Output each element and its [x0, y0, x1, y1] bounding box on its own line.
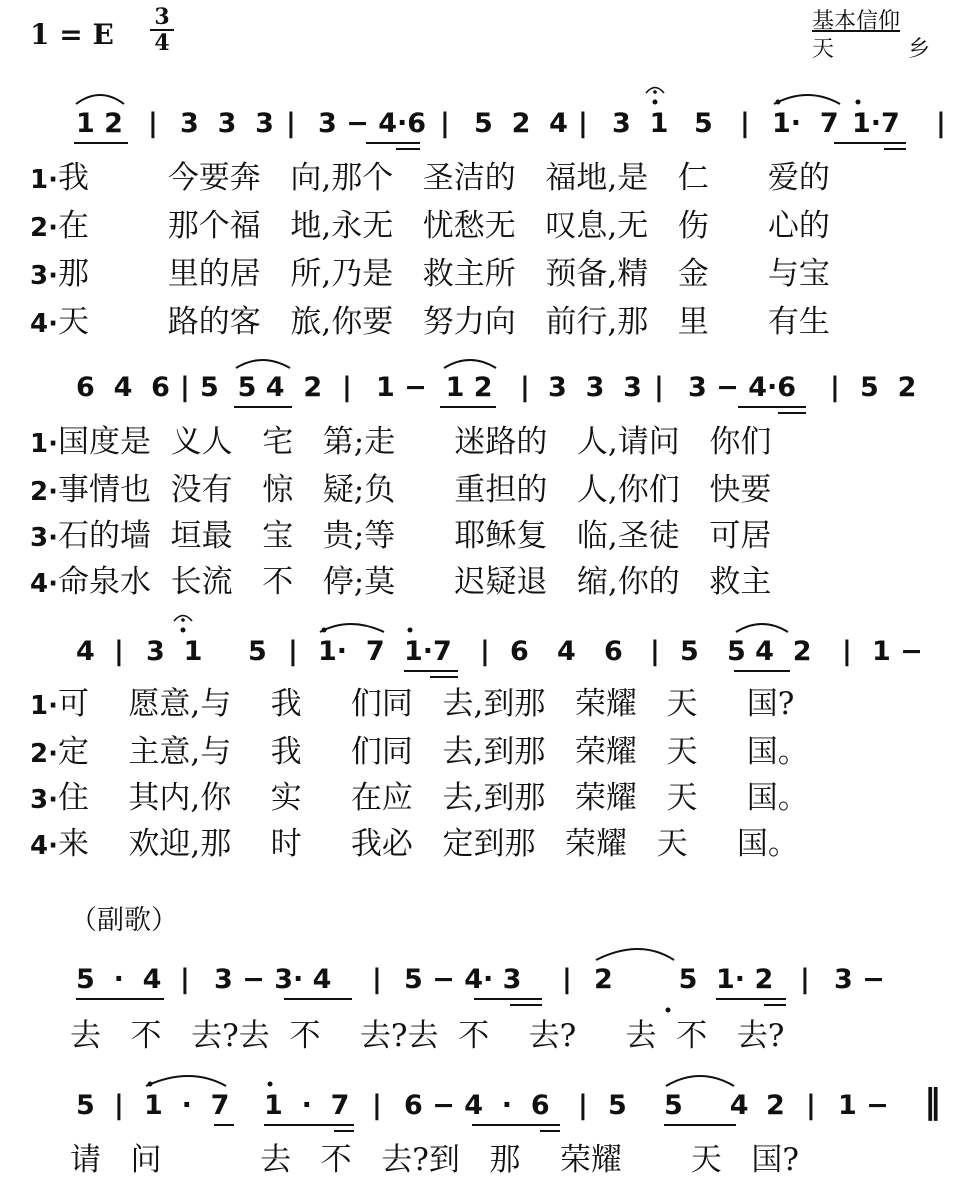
barline: | [562, 964, 572, 995]
octave-dot [322, 628, 327, 633]
note-group: 3 3 3 [548, 372, 642, 403]
verse-number: 4· [30, 309, 58, 339]
octave-dot [856, 100, 861, 105]
lyric-text: 可 愿意,与 我 们同 去,到那 荣耀 天 国? [57, 686, 795, 722]
slur [596, 949, 674, 960]
note: 2 [766, 1090, 785, 1121]
barline: | [342, 372, 352, 403]
lyric-line [30, 826, 799, 864]
lyric-text: 定 主意,与 我 们同 去,到那 荣耀 天 国。 [57, 734, 809, 770]
note-group: 1· 2 [716, 964, 774, 995]
barline: | [372, 1090, 382, 1121]
chorus-lyric-line-2: 请 问 去 不 去?到 那 荣耀 天 国? [70, 1142, 799, 1178]
note-group: 3 − 4·6 [688, 372, 797, 403]
note-group: 3 − [834, 964, 885, 995]
lyric-line [30, 208, 830, 246]
slur [320, 624, 384, 632]
note-group: 1· 7 [318, 636, 385, 667]
fermata [646, 88, 664, 94]
verse-number: 4· [30, 831, 58, 861]
slur [774, 95, 840, 104]
octave-dot [148, 1082, 153, 1087]
topic-label: 基本信仰 [812, 9, 901, 34]
lyric-text: 事情也 没有 惊 疑;负 重担的 人,你们 快要 [57, 472, 772, 508]
note-group: 1·7 [852, 108, 900, 139]
lyric-line [30, 686, 794, 724]
chorus-lyric-line-1: 去 不 去?去 不 去?去 不 去? 去 不 去? [70, 1018, 785, 1054]
verse-number: 3· [30, 785, 58, 815]
note: 5 [694, 108, 713, 139]
barline: | [440, 108, 450, 139]
note-group: 1 − [838, 1090, 889, 1121]
note-group: 5 · 4 [76, 964, 162, 995]
barline: | [578, 108, 588, 139]
verse-number: 1· [30, 429, 58, 459]
lyric-line [30, 734, 809, 772]
barline: | [114, 1090, 124, 1121]
lyric-line [30, 472, 771, 510]
barline: | [148, 108, 158, 139]
song-meta [812, 8, 930, 64]
barline: | [806, 1090, 816, 1121]
lyric-text: 国度是 义人 宅 第;走 迷路的 人,请问 你们 [57, 424, 772, 460]
barline: | [654, 372, 664, 403]
note-group: 3 1 [612, 108, 669, 139]
lyric-text: 命泉水 长流 不 停;莫 迟疑退 缩,你的 救主 [57, 564, 772, 600]
octave-dot [268, 1082, 273, 1087]
lyric-text: 那 里的居 所,乃是 救主所 预备,精 金 与宝 [57, 256, 830, 292]
note: 5 [608, 1090, 627, 1121]
note-group: 5 5 4 2 [680, 636, 812, 667]
octave-dot [181, 628, 186, 633]
fermata-dot [181, 618, 185, 622]
note-group: 3 − 3· 4 [214, 964, 332, 995]
note-group: 1 2 [76, 108, 123, 139]
note-group: 5 2 4 [474, 108, 568, 139]
verse-number: 1· [30, 165, 58, 195]
barline: | [372, 964, 382, 995]
barline: | [936, 108, 946, 139]
lyric-line [30, 256, 830, 294]
barline: | [578, 1090, 588, 1121]
note-group: 6 − 4 · 6 [404, 1090, 550, 1121]
lyric-line [30, 780, 809, 818]
note: 4 [76, 636, 95, 667]
barline: | [288, 636, 298, 667]
barline: | [180, 964, 190, 995]
barline: | [114, 636, 124, 667]
time-signature [150, 6, 174, 54]
slur [444, 360, 496, 368]
lyric-line [30, 304, 830, 342]
barline: | [650, 636, 660, 667]
author-char-1: 天 [812, 37, 835, 62]
slur [736, 624, 788, 632]
note-group: 5 5 4 2 [200, 372, 323, 403]
barline: | [800, 964, 810, 995]
lyric-text: 住 其内,你 实 在应 去,到那 荣耀 天 国。 [57, 780, 809, 816]
verse-number: 3· [30, 523, 58, 553]
note-group: 5 2 [860, 372, 917, 403]
barline: | [480, 636, 490, 667]
note-group: 3 1 [146, 636, 203, 667]
octave-dot [653, 100, 658, 105]
slur [76, 95, 124, 104]
note-group: 1 · 7 [264, 1090, 350, 1121]
lyric-line [30, 160, 830, 198]
lyric-text: 石的墙 垣最 宝 贵;等 耶稣复 临,圣徒 可居 [57, 518, 772, 554]
time-bottom: 4 [154, 30, 170, 56]
note-group: 5 − 4· 3 [404, 964, 522, 995]
slur [146, 1076, 226, 1086]
low-octave-dot [666, 1008, 671, 1013]
author-char-2: 乡 [907, 37, 930, 62]
note-group: 1 · 7 [144, 1090, 230, 1121]
key-signature: 1 = E [30, 18, 114, 51]
verse-number: 3· [30, 261, 58, 291]
verse-number: 2· [30, 477, 58, 507]
lyric-text: 在 那个福 地,永无 忧愁无 叹息,无 伤 心的 [57, 208, 830, 244]
note-group: 6 4 6 [76, 372, 170, 403]
time-top: 3 [154, 4, 170, 30]
fermata [174, 616, 192, 622]
octave-dot [776, 100, 781, 105]
verse-number: 2· [30, 739, 58, 769]
note-group: 3 3 3 [180, 108, 274, 139]
final-barline: ‖ [924, 1082, 941, 1122]
lyric-line [30, 518, 771, 556]
lyric-text: 天 路的客 旅,你要 努力向 前行,那 里 有生 [57, 304, 830, 340]
barline: | [520, 372, 530, 403]
verse-number: 1· [30, 691, 58, 721]
barline: | [842, 636, 852, 667]
author-label [812, 36, 930, 64]
note-group: 3 − 4·6 [318, 108, 427, 139]
octave-dot [408, 628, 413, 633]
barline: | [286, 108, 296, 139]
lyric-line [30, 564, 771, 602]
note-group: 1· 7 [772, 108, 839, 139]
note: 5 [248, 636, 267, 667]
chorus-label: （副歌） [70, 905, 178, 936]
lyric-text: 我 今要奔 向,那个 圣洁的 福地,是 仁 爱的 [57, 160, 830, 196]
note-group: 6 4 6 [510, 636, 623, 667]
slur [666, 1076, 734, 1086]
barline: | [180, 372, 190, 403]
verse-number: 4· [30, 569, 58, 599]
slur [236, 360, 290, 368]
note-group: 1 − [872, 636, 923, 667]
verse-number: 2· [30, 213, 58, 243]
barline: | [830, 372, 840, 403]
note: 5 [76, 1090, 95, 1121]
note-group: 2 5 [594, 964, 698, 995]
barline: | [740, 108, 750, 139]
note-group: 1 − 1 2 [376, 372, 493, 403]
fermata-dot [653, 90, 657, 94]
lyric-line [30, 424, 771, 462]
note-group: 1·7 [404, 636, 452, 667]
lyric-text: 来 欢迎,那 时 我必 定到那 荣耀 天 国。 [57, 826, 799, 862]
note-group: 5 4 [664, 1090, 749, 1121]
